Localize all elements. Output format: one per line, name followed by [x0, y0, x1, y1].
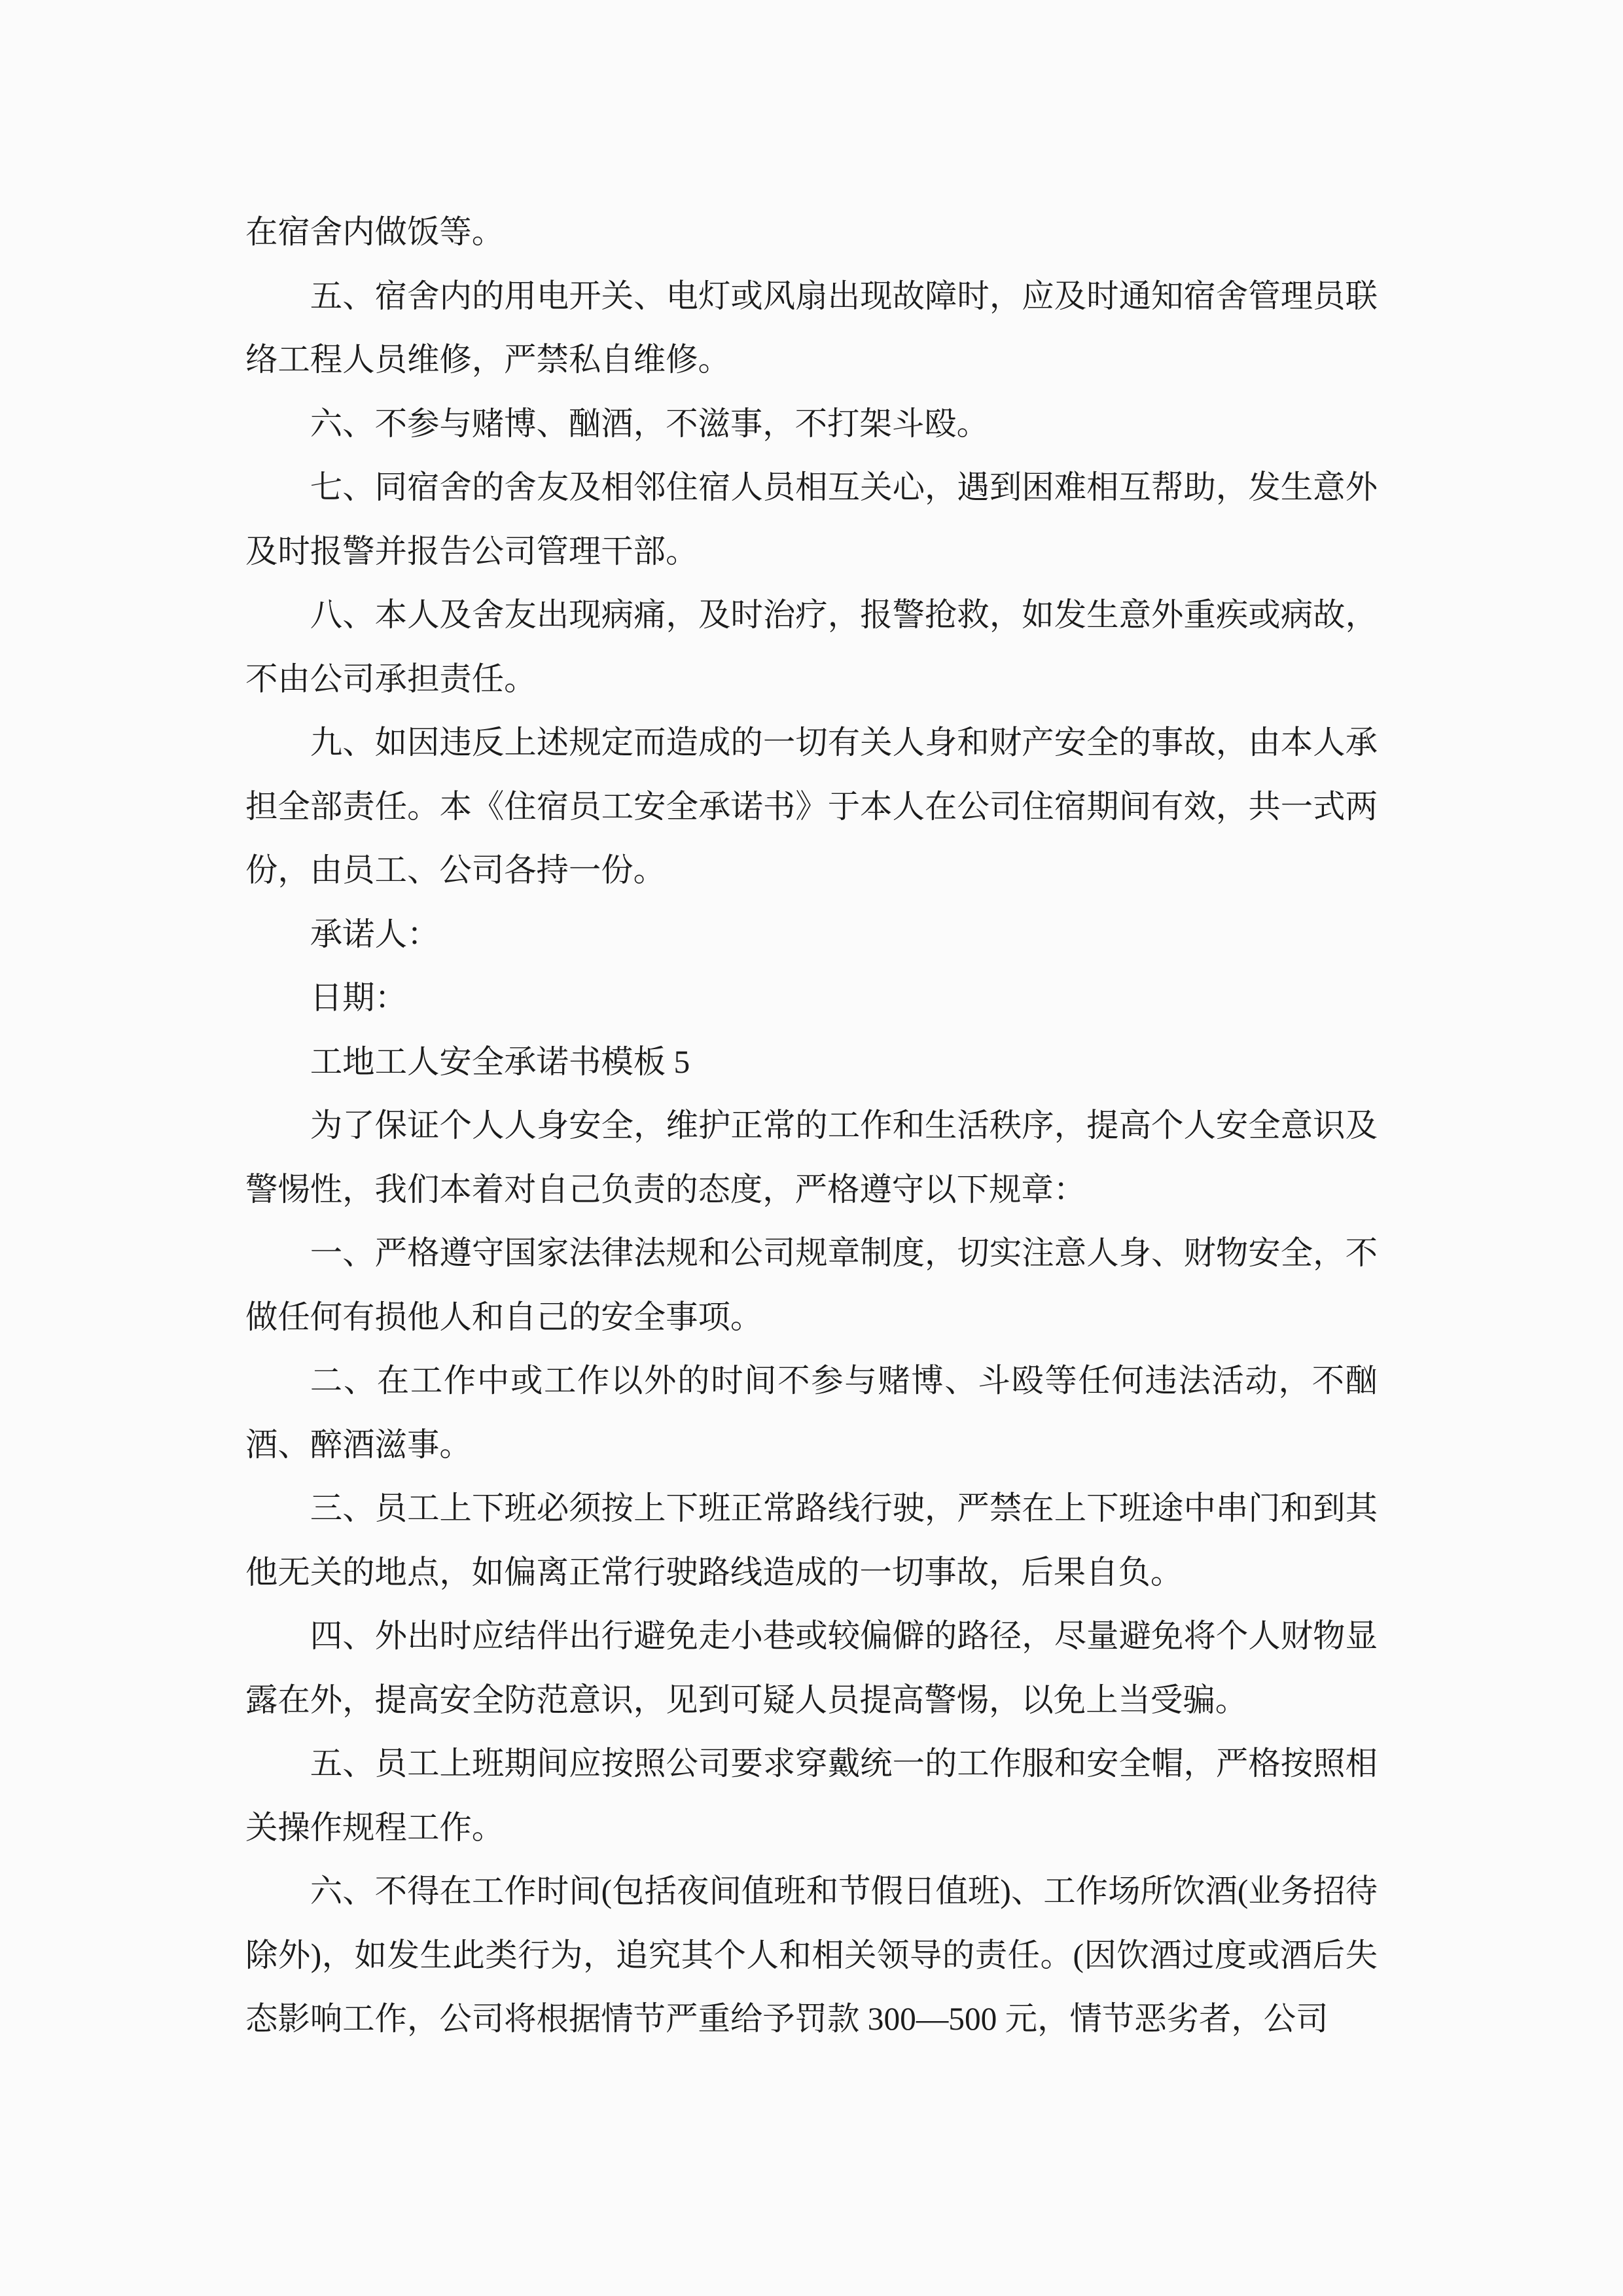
- paragraph: 八、本人及舍友出现病痛，及时治疗，报警抢救，如发生意外重疾或病故，不由公司承担责任。: [245, 597, 1378, 697]
- paragraph: 五、宿舍内的用电开关、电灯或风扇出现故障时，应及时通知宿舍管理员联络工程人员维修，严禁私自维修。: [245, 278, 1378, 378]
- paragraph: 日期：: [310, 980, 407, 1016]
- paragraph: 六、不参与赌博、酗酒，不滋事，不打架斗殴。: [310, 405, 989, 442]
- document-body: [245, 200, 1378, 2051]
- paragraph: 二、在工作中或工作以外的时间不参与赌博、斗殴等任何违法活动，不酗酒、醉酒滋事。: [245, 1363, 1378, 1463]
- paragraph: 四、外出时应结伴出行避免走小巷或较偏僻的路径，尽量避免将个人财物显露在外，提高安全防范意识，见到可疑人员提高警惕，以免上当受骗。: [245, 1618, 1378, 1718]
- paragraph: 九、如因违反上述规定而造成的一切有关人身和财产安全的事故，由本人承担全部责任。本《住宿员工安全承诺书》于本人在公司住宿期间有效，共一式两份，由员工、公司各持一份。: [245, 725, 1378, 888]
- paragraph: 六、不得在工作时间(包括夜间值班和节假日值班)、工作场所饮酒(业务招待除外)，如发生此类行为，追究其个人和相关领导的责任。(因饮酒过度或酒后失态影响工作，公司将根据情节严重给予罚款 300—500 元，情节恶劣者，公司: [245, 1873, 1378, 2037]
- paragraph: 在宿舍内做饭等。: [245, 214, 505, 250]
- paragraph: 五、员工上班期间应按照公司要求穿戴统一的工作服和安全帽，严格按照相关操作规程工作。: [245, 1746, 1378, 1846]
- paragraph: 工地工人安全承诺书模板 5: [310, 1043, 690, 1080]
- paragraph: 为了保证个人人身安全，维护正常的工作和生活秩序，提高个人安全意识及警惕性，我们本着对自己负责的态度，严格遵守以下规章：: [245, 1107, 1378, 1208]
- paragraph: 七、同宿舍的舍友及相邻住宿人员相互关心，遇到困难相互帮助，发生意外及时报警并报告公司管理干部。: [245, 469, 1378, 569]
- paragraph: 三、员工上下班必须按上下班正常路线行驶，严禁在上下班途中串门和到其他无关的地点，如偏离正常行驶路线造成的一切事故，后果自负。: [245, 1490, 1378, 1590]
- paragraph: 一、严格遵守国家法律法规和公司规章制度，切实注意人身、财物安全，不做任何有损他人和自己的安全事项。: [245, 1235, 1378, 1335]
- paragraph: 承诺人：: [310, 916, 440, 952]
